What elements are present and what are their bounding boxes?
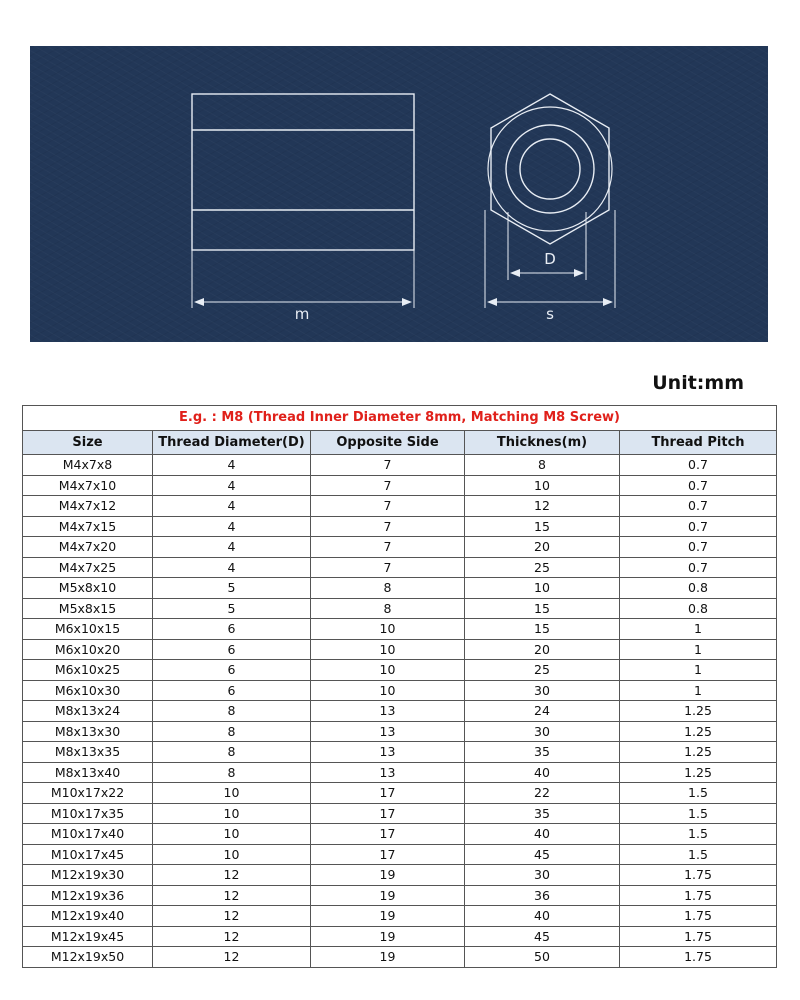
cell-size: M4x7x12 <box>23 496 153 517</box>
cell-thread-diameter: 6 <box>153 619 311 640</box>
cell-thickness: 40 <box>465 824 620 845</box>
cell-opposite-side: 8 <box>311 598 465 619</box>
example-note: E.g. : M8 (Thread Inner Diameter 8mm, Matching M8 Screw) <box>23 406 777 431</box>
cell-opposite-side: 7 <box>311 496 465 517</box>
thread-inner-circle <box>520 139 580 199</box>
cell-thread-pitch: 1 <box>620 680 777 701</box>
header-size: Size <box>23 431 153 455</box>
table-row <box>23 906 777 927</box>
table-row <box>23 824 777 845</box>
cell-opposite-side: 17 <box>311 824 465 845</box>
cell-size: M12x19x36 <box>23 885 153 906</box>
table-row <box>23 639 777 660</box>
cell-size: M5x8x15 <box>23 598 153 619</box>
cell-thread-pitch: 1.25 <box>620 762 777 783</box>
cell-opposite-side: 13 <box>311 762 465 783</box>
cell-thickness: 20 <box>465 537 620 558</box>
table-row <box>23 803 777 824</box>
cell-thread-pitch: 1.5 <box>620 824 777 845</box>
cell-thread-diameter: 8 <box>153 762 311 783</box>
front-view-hexagon <box>491 94 609 244</box>
cell-thread-pitch: 1.25 <box>620 701 777 722</box>
table-row <box>23 496 777 517</box>
cell-thread-pitch: 1.5 <box>620 783 777 804</box>
table-row <box>23 455 777 476</box>
cell-thread-diameter: 6 <box>153 660 311 681</box>
table-row <box>23 557 777 578</box>
cell-thread-pitch: 1.75 <box>620 926 777 947</box>
cell-opposite-side: 17 <box>311 844 465 865</box>
cell-opposite-side: 13 <box>311 701 465 722</box>
cell-opposite-side: 13 <box>311 742 465 763</box>
cell-thread-pitch: 1 <box>620 619 777 640</box>
table-row <box>23 619 777 640</box>
cell-thread-diameter: 6 <box>153 680 311 701</box>
header-thread-diameter: Thread Diameter(D) <box>153 431 311 455</box>
header-opposite-side: Opposite Side <box>311 431 465 455</box>
cell-size: M6x10x30 <box>23 680 153 701</box>
cell-thread-pitch: 1.75 <box>620 865 777 886</box>
cell-opposite-side: 10 <box>311 619 465 640</box>
cell-size: M4x7x15 <box>23 516 153 537</box>
cell-opposite-side: 19 <box>311 947 465 968</box>
cell-thickness: 45 <box>465 844 620 865</box>
cell-size: M10x17x45 <box>23 844 153 865</box>
cell-thread-pitch: 1.5 <box>620 803 777 824</box>
cell-opposite-side: 8 <box>311 578 465 599</box>
cell-thread-pitch: 0.7 <box>620 557 777 578</box>
cell-thread-diameter: 8 <box>153 742 311 763</box>
cell-opposite-side: 17 <box>311 803 465 824</box>
thread-outer-circle <box>506 125 594 213</box>
cell-size: M4x7x8 <box>23 455 153 476</box>
cell-opposite-side: 7 <box>311 516 465 537</box>
cell-opposite-side: 17 <box>311 783 465 804</box>
table-row <box>23 537 777 558</box>
cell-opposite-side: 7 <box>311 475 465 496</box>
cell-thread-pitch: 1.75 <box>620 885 777 906</box>
arrow-head <box>194 298 204 306</box>
label-d: D <box>544 250 556 268</box>
cell-thread-diameter: 4 <box>153 496 311 517</box>
cell-size: M12x19x50 <box>23 947 153 968</box>
cell-thickness: 45 <box>465 926 620 947</box>
cell-opposite-side: 19 <box>311 885 465 906</box>
header-row <box>23 431 777 455</box>
table-row <box>23 701 777 722</box>
cell-thickness: 35 <box>465 803 620 824</box>
cell-size: M8x13x30 <box>23 721 153 742</box>
cell-opposite-side: 19 <box>311 926 465 947</box>
cell-thickness: 36 <box>465 885 620 906</box>
label-s: s <box>546 305 554 323</box>
cell-thread-diameter: 12 <box>153 865 311 886</box>
cell-thread-pitch: 0.7 <box>620 537 777 558</box>
cell-thickness: 30 <box>465 680 620 701</box>
cell-thread-diameter: 12 <box>153 906 311 927</box>
cell-thread-diameter: 10 <box>153 783 311 804</box>
cell-thickness: 12 <box>465 496 620 517</box>
cell-size: M10x17x35 <box>23 803 153 824</box>
cell-thread-diameter: 6 <box>153 639 311 660</box>
table-row <box>23 844 777 865</box>
cell-thread-pitch: 0.7 <box>620 496 777 517</box>
table-row <box>23 926 777 947</box>
cell-thread-diameter: 8 <box>153 701 311 722</box>
cell-opposite-side: 10 <box>311 680 465 701</box>
header-thickness: Thicknes(m) <box>465 431 620 455</box>
cell-thread-pitch: 0.7 <box>620 516 777 537</box>
cell-thread-pitch: 0.7 <box>620 455 777 476</box>
table-row <box>23 516 777 537</box>
cell-thread-pitch: 0.7 <box>620 475 777 496</box>
cell-thread-pitch: 0.8 <box>620 598 777 619</box>
cell-thread-diameter: 10 <box>153 803 311 824</box>
cell-thread-diameter: 4 <box>153 475 311 496</box>
side-view-body <box>192 94 414 250</box>
cell-thread-pitch: 1.75 <box>620 906 777 927</box>
cell-thickness: 10 <box>465 475 620 496</box>
table-row <box>23 865 777 886</box>
cell-size: M10x17x40 <box>23 824 153 845</box>
cell-thickness: 10 <box>465 578 620 599</box>
cell-thickness: 15 <box>465 619 620 640</box>
label-m: m <box>294 305 310 323</box>
unit-label: Unit:mm <box>652 372 744 394</box>
cell-thread-pitch: 1.5 <box>620 844 777 865</box>
cell-thickness: 40 <box>465 762 620 783</box>
arrow-head <box>574 269 584 277</box>
cell-thread-diameter: 8 <box>153 721 311 742</box>
cell-thread-pitch: 1.25 <box>620 742 777 763</box>
table-row <box>23 578 777 599</box>
cell-thread-diameter: 12 <box>153 885 311 906</box>
cell-thread-diameter: 4 <box>153 516 311 537</box>
cell-opposite-side: 13 <box>311 721 465 742</box>
cell-opposite-side: 7 <box>311 557 465 578</box>
cell-thread-diameter: 12 <box>153 926 311 947</box>
cell-opposite-side: 7 <box>311 455 465 476</box>
cell-size: M5x8x10 <box>23 578 153 599</box>
cell-thickness: 20 <box>465 639 620 660</box>
cell-size: M8x13x35 <box>23 742 153 763</box>
cell-thickness: 30 <box>465 721 620 742</box>
cell-thread-diameter: 10 <box>153 844 311 865</box>
cell-thread-pitch: 0.8 <box>620 578 777 599</box>
cell-thread-diameter: 5 <box>153 578 311 599</box>
cell-size: M10x17x22 <box>23 783 153 804</box>
cell-opposite-side: 10 <box>311 660 465 681</box>
cell-thread-pitch: 1.25 <box>620 721 777 742</box>
cell-opposite-side: 7 <box>311 537 465 558</box>
technical-drawing <box>30 46 768 342</box>
cell-size: M8x13x40 <box>23 762 153 783</box>
cell-size: M12x19x30 <box>23 865 153 886</box>
cell-opposite-side: 10 <box>311 639 465 660</box>
cell-thread-diameter: 4 <box>153 557 311 578</box>
table-row <box>23 598 777 619</box>
cell-size: M8x13x24 <box>23 701 153 722</box>
table-row <box>23 885 777 906</box>
cell-size: M4x7x25 <box>23 557 153 578</box>
cell-thickness: 30 <box>465 865 620 886</box>
cell-thickness: 24 <box>465 701 620 722</box>
cell-size: M6x10x25 <box>23 660 153 681</box>
cell-size: M6x10x15 <box>23 619 153 640</box>
table-row <box>23 947 777 968</box>
cell-thread-diameter: 5 <box>153 598 311 619</box>
cell-thread-pitch: 1 <box>620 639 777 660</box>
arrow-head <box>510 269 520 277</box>
cell-size: M6x10x20 <box>23 639 153 660</box>
arrow-head <box>603 298 613 306</box>
cell-thread-pitch: 1 <box>620 660 777 681</box>
cell-thickness: 22 <box>465 783 620 804</box>
cell-thickness: 15 <box>465 598 620 619</box>
table-row <box>23 762 777 783</box>
arrow-head <box>402 298 412 306</box>
cell-thickness: 40 <box>465 906 620 927</box>
cell-opposite-side: 19 <box>311 906 465 927</box>
drawing-svg <box>30 46 768 342</box>
cell-thickness: 50 <box>465 947 620 968</box>
table-row <box>23 721 777 742</box>
cell-thickness: 25 <box>465 660 620 681</box>
cell-thread-diameter: 4 <box>153 537 311 558</box>
cell-opposite-side: 19 <box>311 865 465 886</box>
table-row <box>23 783 777 804</box>
cell-thread-pitch: 1.75 <box>620 947 777 968</box>
table-row <box>23 680 777 701</box>
arrow-head <box>487 298 497 306</box>
cell-thread-diameter: 12 <box>153 947 311 968</box>
cell-thickness: 25 <box>465 557 620 578</box>
cell-size: M12x19x40 <box>23 906 153 927</box>
table-row <box>23 475 777 496</box>
table-row <box>23 660 777 681</box>
cell-thickness: 8 <box>465 455 620 476</box>
cell-thickness: 15 <box>465 516 620 537</box>
table-row <box>23 742 777 763</box>
cell-thread-diameter: 10 <box>153 824 311 845</box>
header-thread-pitch: Thread Pitch <box>620 431 777 455</box>
cell-thickness: 35 <box>465 742 620 763</box>
spec-table <box>22 405 777 968</box>
cell-size: M4x7x20 <box>23 537 153 558</box>
cell-size: M4x7x10 <box>23 475 153 496</box>
cell-size: M12x19x45 <box>23 926 153 947</box>
cell-thread-diameter: 4 <box>153 455 311 476</box>
